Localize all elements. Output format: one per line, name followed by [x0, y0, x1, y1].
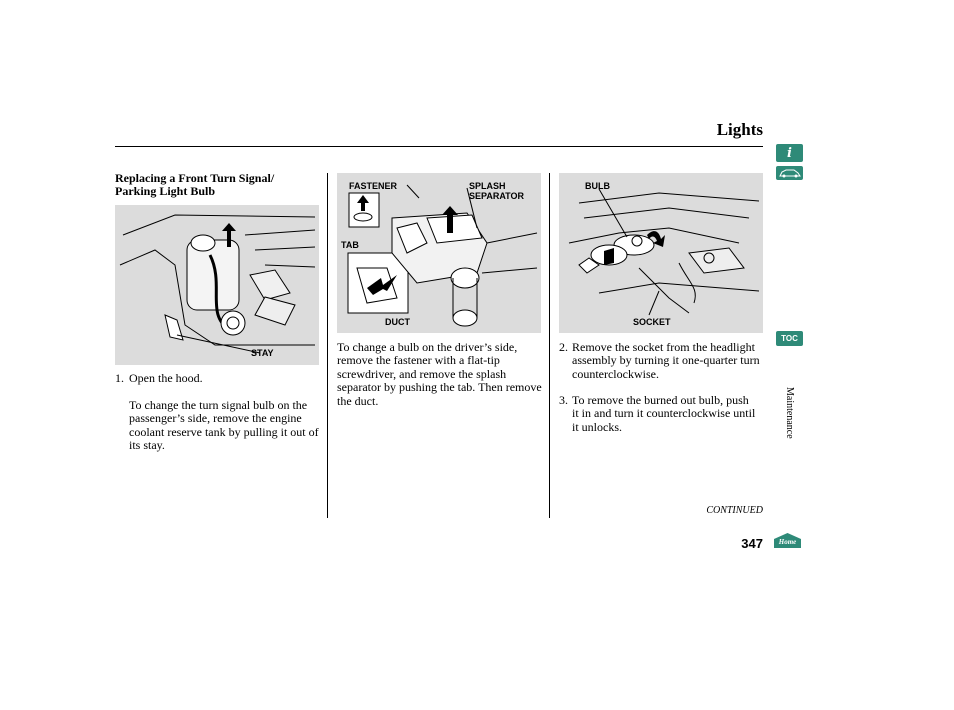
- home-label: Home: [778, 538, 797, 546]
- column-divider-1: [327, 173, 328, 518]
- home-button[interactable]: [773, 532, 802, 549]
- page-number: 347: [741, 536, 763, 551]
- step-2-text: Remove the socket from the headlight assembly by turning it one-quarter turn counterclockwise.: [572, 340, 760, 381]
- step-3-text: To remove the burned out bulb, push it in and turn it counterclockwise until it unlocks.: [572, 393, 756, 434]
- step-2-number: 2.: [559, 340, 568, 354]
- page-title: Lights: [716, 120, 763, 139]
- figure-coolant-tank: [115, 205, 319, 365]
- label-socket: SOCKET: [633, 317, 671, 327]
- label-stay: STAY: [251, 348, 274, 358]
- label-bulb: BULB: [585, 181, 610, 191]
- toc-button[interactable]: [776, 331, 803, 346]
- continued-label: CONTINUED: [706, 505, 763, 516]
- section-heading: Replacing a Front Turn Signal/ Parking Light Bulb: [115, 171, 275, 198]
- coolant-tank-illustration: [115, 205, 319, 365]
- label-fastener: FASTENER: [349, 181, 398, 191]
- socket-bulb-illustration: [559, 173, 763, 333]
- toc-label: TOC: [781, 334, 798, 343]
- side-tab-label: Maintenance: [784, 387, 795, 439]
- figure-socket-bulb: [559, 173, 763, 333]
- info-button[interactable]: [776, 144, 803, 162]
- label-tab: TAB: [341, 240, 359, 250]
- step-1-number: 1.: [115, 371, 124, 385]
- middle-paragraph: To change a bulb on the driver’s side, remove the fastener with a flat-tip screwdriver, and remove the splash separator by pushing the tab. Then remove the duct.: [337, 340, 542, 408]
- label-duct: DUCT: [385, 317, 410, 327]
- column-divider-2: [549, 173, 550, 518]
- label-splash-separator: SPLASH SEPARATOR: [469, 181, 525, 201]
- left-paragraph: To change the turn signal bulb on the passenger’s side, remove the engine coolant reserve tank by pulling it out of its stay.: [129, 398, 319, 453]
- info-icon: i: [787, 145, 792, 161]
- figure-splash-separator: [337, 173, 541, 333]
- step-3-number: 3.: [559, 393, 568, 407]
- car-icon: [776, 166, 803, 180]
- header-rule: [115, 146, 763, 147]
- step-1-text: Open the hood.: [129, 371, 203, 385]
- vehicle-index-button[interactable]: [776, 166, 803, 180]
